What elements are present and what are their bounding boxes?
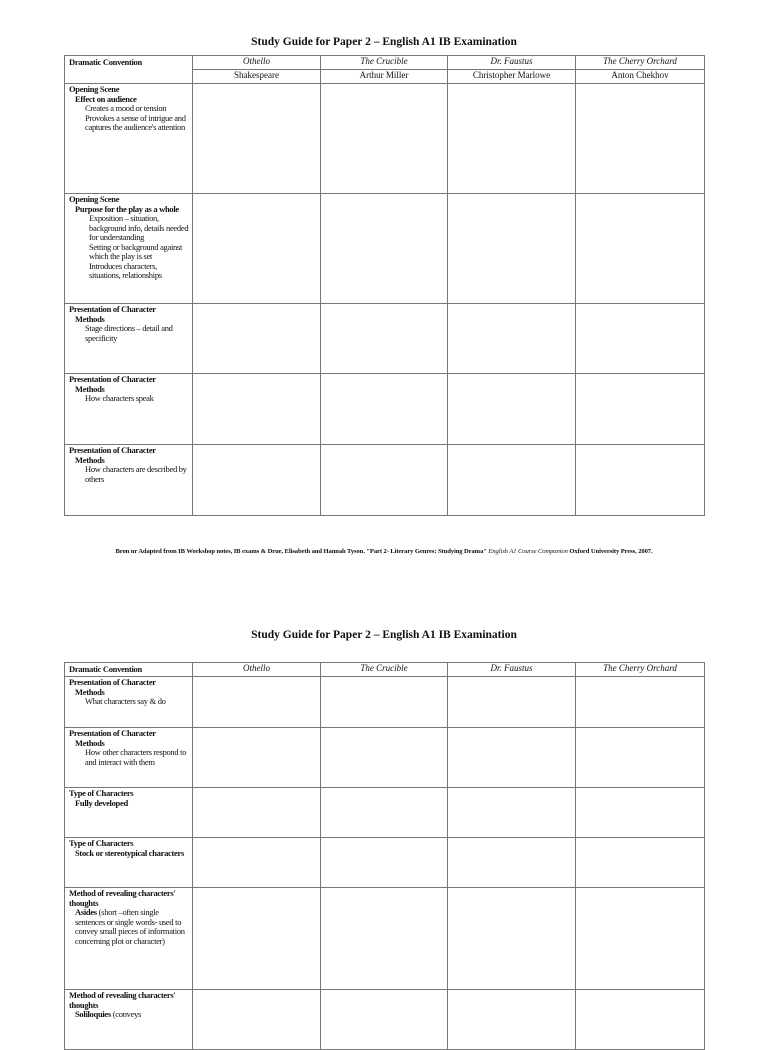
citation-book-title: English A1 Course Companion (488, 548, 568, 555)
answer-cell[interactable] (193, 194, 321, 304)
table-row (65, 194, 705, 304)
answer-cell[interactable] (321, 788, 448, 838)
play-title-crucible: The Crucible (321, 663, 448, 677)
answer-cell[interactable] (321, 304, 448, 374)
row-subheading: Fully developed (75, 797, 128, 808)
row-heading: Presentation of Character (69, 728, 156, 738)
page1-title: Study Guide for Paper 2 – English A1 IB Examination (251, 36, 517, 48)
answer-cell[interactable] (448, 728, 576, 788)
play-title-othello: Othello (193, 663, 321, 677)
answer-cell[interactable] (193, 84, 321, 194)
answer-cell[interactable] (576, 990, 705, 1050)
answer-cell[interactable] (193, 788, 321, 838)
row-detail: How other characters respond to and interact with them (85, 747, 187, 767)
page1-table (64, 55, 705, 516)
row-subheading: Methods (75, 686, 105, 697)
author-miller: Arthur Miller (321, 70, 448, 84)
convention-cell (65, 445, 193, 516)
page2-title: Study Guide for Paper 2 – English A1 IB Examination (251, 629, 517, 641)
convention-cell (65, 84, 193, 194)
table-row (65, 788, 705, 838)
row-detail: Stage directions – detail and specificity (85, 323, 173, 343)
play-title-othello: Othello (193, 56, 321, 70)
table-row (65, 838, 705, 888)
row-detail: Introduces characters, situations, relationships (89, 260, 162, 280)
convention-cell (65, 304, 193, 374)
answer-cell[interactable] (448, 84, 576, 194)
answer-cell[interactable] (576, 374, 705, 445)
answer-cell[interactable] (193, 838, 321, 888)
play-title-faustus: Dr. Faustus (448, 663, 576, 677)
page2-table (64, 662, 705, 1050)
answer-cell[interactable] (448, 677, 576, 728)
play-title-crucible: The Crucible (321, 56, 448, 70)
row-detail: Exposition – situation, background info, details needed for understanding (89, 213, 189, 242)
table-row (65, 888, 705, 990)
play-title-cherry-orchard: The Cherry Orchard (576, 663, 705, 677)
header-convention-cell (65, 663, 193, 677)
row-subheading: Asides (short –often single sentences or single words- used to convey small pieces of information concerning plot or character) (75, 907, 185, 946)
dramatic-convention-label: Dramatic Convention (69, 57, 142, 67)
answer-cell[interactable] (321, 194, 448, 304)
table-row (65, 677, 705, 728)
convention-cell (65, 990, 193, 1050)
answer-cell[interactable] (448, 304, 576, 374)
row-heading: Type of Characters (69, 838, 134, 848)
row-heading: Opening Scene (69, 84, 120, 94)
answer-cell[interactable] (193, 888, 321, 990)
answer-cell[interactable] (448, 838, 576, 888)
convention-cell (65, 677, 193, 728)
source-citation (0, 548, 768, 555)
answer-cell[interactable] (321, 990, 448, 1050)
row-subheading: Methods (75, 454, 105, 465)
row-subheading: Methods (75, 313, 105, 324)
row-subheading: Purpose for the play as a whole (75, 203, 179, 214)
row-detail: What characters say & do (85, 696, 166, 706)
answer-cell[interactable] (321, 677, 448, 728)
answer-cell[interactable] (576, 838, 705, 888)
row-heading: Presentation of Character (69, 304, 156, 314)
answer-cell[interactable] (321, 374, 448, 445)
answer-cell[interactable] (576, 84, 705, 194)
convention-cell (65, 838, 193, 888)
header-convention-cell (65, 56, 193, 84)
answer-cell[interactable] (576, 677, 705, 728)
author-chekhov: Anton Chekhov (576, 70, 705, 84)
row-heading: Method of revealing characters' thoughts (69, 888, 176, 908)
answer-cell[interactable] (448, 788, 576, 838)
answer-cell[interactable] (321, 445, 448, 516)
row-detail: Creates a mood or tension (85, 103, 167, 113)
answer-cell[interactable] (448, 445, 576, 516)
answer-cell[interactable] (448, 194, 576, 304)
row-heading: Presentation of Character (69, 374, 156, 384)
row-heading: Opening Scene (69, 194, 120, 204)
author-shakespeare: Shakespeare (193, 70, 321, 84)
answer-cell[interactable] (193, 728, 321, 788)
dramatic-convention-label: Dramatic Convention (69, 664, 142, 674)
table-row (65, 445, 705, 516)
answer-cell[interactable] (576, 888, 705, 990)
row-detail: How characters are described by others (85, 464, 187, 484)
answer-cell[interactable] (576, 194, 705, 304)
convention-cell (65, 728, 193, 788)
convention-cell (65, 374, 193, 445)
row-subheading: Effect on audience (75, 93, 137, 104)
row-heading: Presentation of Character (69, 445, 156, 455)
answer-cell[interactable] (448, 990, 576, 1050)
row-subheading: Soliloquies (conveys (75, 1009, 142, 1019)
answer-cell[interactable] (193, 445, 321, 516)
convention-cell (65, 194, 193, 304)
answer-cell[interactable] (576, 728, 705, 788)
answer-cell[interactable] (321, 728, 448, 788)
table-row (65, 304, 705, 374)
answer-cell[interactable] (321, 84, 448, 194)
answer-cell[interactable] (321, 838, 448, 888)
author-marlowe: Christopher Marlowe (448, 70, 576, 84)
answer-cell[interactable] (193, 677, 321, 728)
convention-cell (65, 888, 193, 990)
citation-authors: Bron nr Adapted from IB Workshop notes, IB exams & Drue, Elisabeth and Hannah Tyson. "Part 2- Literary Genres: Studying Drama" (115, 548, 487, 555)
row-subheading: Stock or stereotypical characters (75, 847, 184, 858)
answer-cell[interactable] (321, 888, 448, 990)
answer-cell[interactable] (576, 304, 705, 374)
row-subheading: Methods (75, 383, 105, 394)
table-row (65, 990, 705, 1050)
citation-publisher: Oxford University Press, 2007. (569, 548, 653, 555)
convention-cell (65, 788, 193, 838)
answer-cell[interactable] (193, 374, 321, 445)
row-subheading: Methods (75, 737, 105, 748)
play-title-cherry-orchard: The Cherry Orchard (576, 56, 705, 70)
table-row (65, 374, 705, 445)
row-detail: Setting or background against which the play is set (89, 241, 183, 261)
answer-cell[interactable] (448, 888, 576, 990)
answer-cell[interactable] (576, 445, 705, 516)
row-heading: Method of revealing characters' thoughts (69, 990, 176, 1010)
answer-cell[interactable] (448, 374, 576, 445)
row-heading: Type of Characters (69, 788, 134, 798)
row-detail: Provokes a sense of intrigue and captures the audience's attention (85, 112, 186, 132)
row-heading: Presentation of Character (69, 677, 156, 687)
answer-cell[interactable] (576, 788, 705, 838)
play-title-faustus: Dr. Faustus (448, 56, 576, 70)
table-row (65, 84, 705, 194)
row-detail: How characters speak (85, 393, 154, 403)
table-row (65, 728, 705, 788)
answer-cell[interactable] (193, 304, 321, 374)
answer-cell[interactable] (193, 990, 321, 1050)
